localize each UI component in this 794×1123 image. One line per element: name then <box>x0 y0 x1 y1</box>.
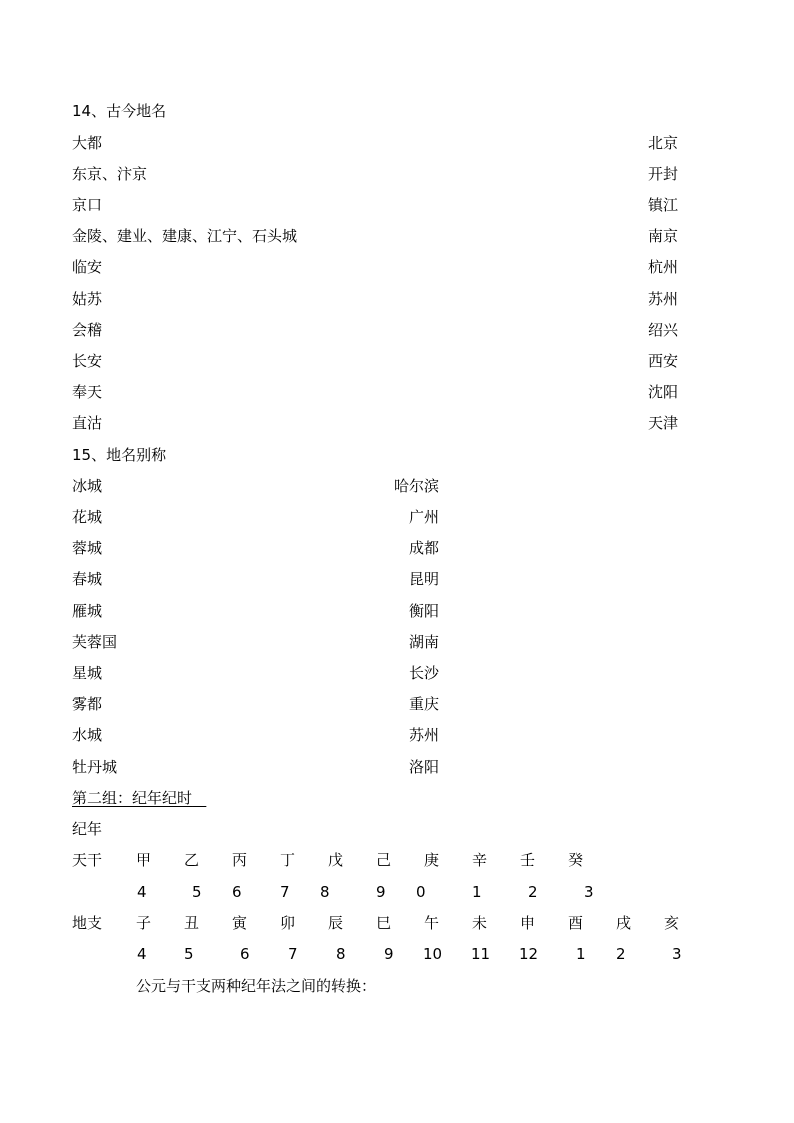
modern-name: 开封 <box>648 165 679 183</box>
conversion-note: 公元与干支两种纪年法之间的转换： <box>136 977 377 995</box>
tiangan-char: 壬 <box>520 851 536 869</box>
tiangan-char: 癸 <box>568 851 584 869</box>
ancient-name: 长安 <box>72 352 103 370</box>
list-item <box>0 226 794 246</box>
ancient-name: 京口 <box>72 196 103 214</box>
dizhi-number: 5 <box>184 945 194 963</box>
list-item <box>0 507 794 527</box>
ancient-name: 会稽 <box>72 321 103 339</box>
ancient-name: 姑苏 <box>72 290 103 308</box>
modern-name: 苏州 <box>648 290 679 308</box>
dizhi-number: 10 <box>423 945 443 963</box>
group-2-heading <box>72 788 206 808</box>
dizhi-char: 卯 <box>280 914 296 932</box>
list-item <box>0 320 794 340</box>
tiangan-number: 6 <box>232 883 242 901</box>
modern-name: 镇江 <box>648 196 679 214</box>
dizhi-number: 2 <box>616 945 626 963</box>
city-name: 哈尔滨 <box>393 477 439 495</box>
dizhi-char: 寅 <box>232 914 248 932</box>
section-15-title: 15、地名别称 <box>72 446 167 464</box>
alias-name: 冰城 <box>72 477 103 495</box>
list-item <box>0 725 794 745</box>
modern-name: 绍兴 <box>648 321 679 339</box>
tiangan-char: 辛 <box>472 851 488 869</box>
dizhi-char: 戌 <box>616 914 632 932</box>
modern-name: 杭州 <box>648 258 679 276</box>
tiangan-number: 1 <box>472 883 482 901</box>
modern-name: 北京 <box>648 134 679 152</box>
tiangan-number: 8 <box>320 883 330 901</box>
list-item <box>0 632 794 652</box>
dizhi-char: 巳 <box>376 914 392 932</box>
dizhi-char: 丑 <box>184 914 200 932</box>
dizhi-char: 子 <box>136 914 152 932</box>
ancient-name: 直沽 <box>72 414 103 432</box>
alias-name: 星城 <box>72 664 103 682</box>
group-2-heading-text: 第二组：纪年纪时 <box>72 789 193 807</box>
tiangan-char: 丙 <box>232 851 248 869</box>
alias-name: 蓉城 <box>72 539 103 557</box>
tiangan-number: 0 <box>416 883 426 901</box>
tiangan-number: 2 <box>528 883 538 901</box>
tiangan-number: 9 <box>376 883 386 901</box>
dizhi-number: 12 <box>519 945 539 963</box>
city-name: 衡阳 <box>408 602 439 620</box>
ancient-name: 东京、汴京 <box>72 165 148 183</box>
section-15-title-line <box>0 445 794 465</box>
dizhi-number-row <box>0 944 794 964</box>
alias-name: 水城 <box>72 726 103 744</box>
section-14-title-line <box>0 101 794 121</box>
list-item <box>0 757 794 777</box>
modern-name: 西安 <box>648 352 679 370</box>
list-item <box>0 382 794 402</box>
city-name: 长沙 <box>408 664 439 682</box>
dizhi-number: 6 <box>240 945 250 963</box>
dizhi-row <box>0 913 794 933</box>
list-item <box>0 476 794 496</box>
dizhi-number: 11 <box>471 945 491 963</box>
section-14-title: 14、古今地名 <box>72 102 167 120</box>
alias-name: 雾都 <box>72 695 103 713</box>
dizhi-label: 地支 <box>72 914 103 932</box>
dizhi-number: 3 <box>672 945 682 963</box>
modern-name: 南京 <box>648 227 679 245</box>
alias-name: 牡丹城 <box>72 758 118 776</box>
dizhi-char: 午 <box>424 914 440 932</box>
modern-name: 沈阳 <box>648 383 679 401</box>
tiangan-char: 乙 <box>184 851 200 869</box>
ancient-name: 金陵、建业、建康、江宁、石头城 <box>72 227 298 245</box>
city-name: 洛阳 <box>408 758 439 776</box>
tiangan-char: 戊 <box>328 851 344 869</box>
tiangan-char: 己 <box>376 851 392 869</box>
tiangan-number: 4 <box>137 883 147 901</box>
tiangan-number-row <box>0 882 794 902</box>
list-item <box>0 413 794 433</box>
era-subheading: 纪年 <box>72 820 103 838</box>
group-2-heading-line <box>0 788 794 808</box>
alias-name: 雁城 <box>72 602 103 620</box>
city-name: 重庆 <box>408 695 439 713</box>
alias-name: 芙蓉国 <box>72 633 118 651</box>
list-item <box>0 164 794 184</box>
tiangan-label: 天干 <box>72 851 103 869</box>
list-item <box>0 351 794 371</box>
city-name: 苏州 <box>408 726 439 744</box>
dizhi-number: 1 <box>576 945 586 963</box>
list-item <box>0 601 794 621</box>
tiangan-number: 3 <box>584 883 594 901</box>
ancient-name: 大都 <box>72 134 103 152</box>
dizhi-number: 9 <box>384 945 394 963</box>
list-item <box>0 538 794 558</box>
dizhi-char: 辰 <box>328 914 344 932</box>
dizhi-char: 亥 <box>664 914 680 932</box>
list-item <box>0 289 794 309</box>
modern-name: 天津 <box>648 414 679 432</box>
dizhi-number: 8 <box>336 945 346 963</box>
alias-name: 花城 <box>72 508 103 526</box>
tiangan-char: 庚 <box>424 851 440 869</box>
dizhi-number: 4 <box>137 945 147 963</box>
dizhi-char: 未 <box>472 914 488 932</box>
dizhi-number: 7 <box>288 945 298 963</box>
dizhi-char: 酉 <box>568 914 584 932</box>
city-name: 湖南 <box>408 633 439 651</box>
list-item <box>0 257 794 277</box>
ancient-name: 奉天 <box>72 383 103 401</box>
tiangan-row <box>0 850 794 870</box>
ancient-name: 临安 <box>72 258 103 276</box>
tiangan-number: 7 <box>280 883 290 901</box>
list-item <box>0 195 794 215</box>
city-name: 昆明 <box>408 570 439 588</box>
list-item <box>0 569 794 589</box>
subheading-line <box>0 819 794 839</box>
city-name: 广州 <box>408 508 439 526</box>
tiangan-char: 丁 <box>280 851 296 869</box>
list-item <box>0 663 794 683</box>
tiangan-char: 甲 <box>136 851 152 869</box>
list-item <box>0 694 794 714</box>
conversion-note-line <box>0 976 794 996</box>
list-item <box>0 133 794 153</box>
city-name: 成都 <box>408 539 439 557</box>
alias-name: 春城 <box>72 570 103 588</box>
dizhi-char: 申 <box>520 914 536 932</box>
tiangan-number: 5 <box>192 883 202 901</box>
